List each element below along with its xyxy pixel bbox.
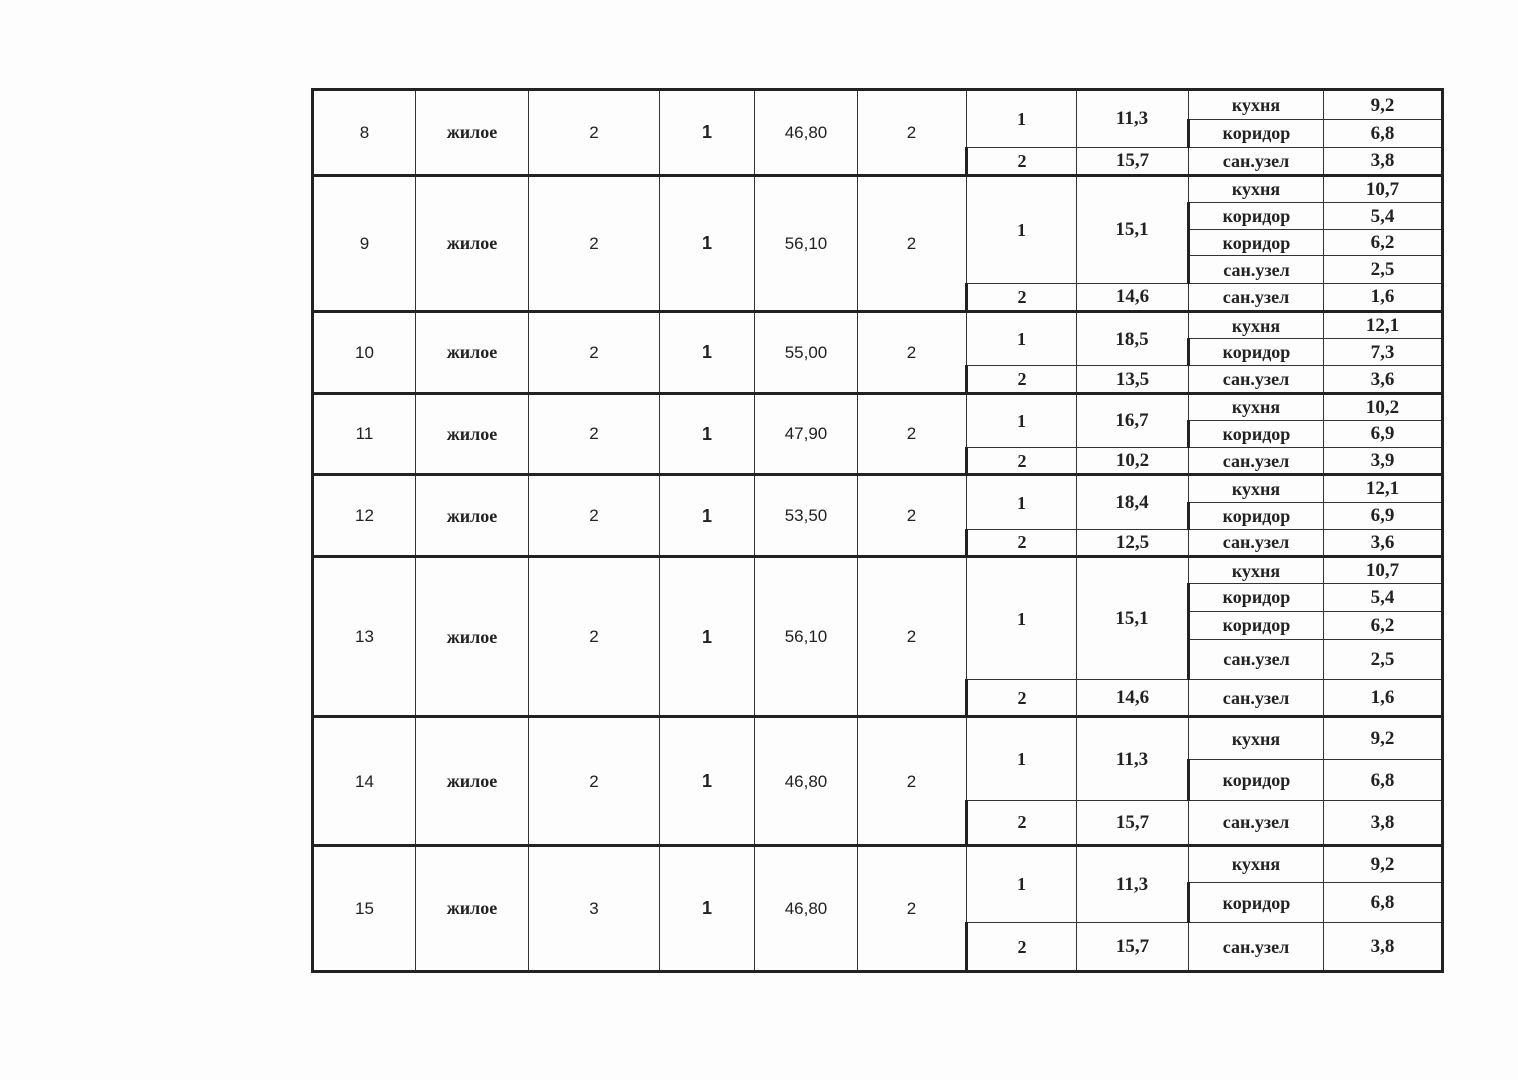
room-count-cell: 2 <box>858 311 967 393</box>
floor-cell: 2 <box>529 557 660 717</box>
room-number-cell: 2 <box>967 680 1077 717</box>
room-number-cell: 2 <box>967 283 1077 311</box>
aux-room-area-cell: 9,2 <box>1324 717 1443 759</box>
aux-room-name-cell: коридор <box>1189 420 1324 447</box>
total-area-cell: 46,80 <box>755 717 858 845</box>
entrance-cell: 1 <box>660 557 755 717</box>
floor-cell: 2 <box>529 393 660 475</box>
room-number-cell: 1 <box>967 393 1077 447</box>
room-count-cell: 2 <box>858 175 967 311</box>
room-number-cell: 2 <box>967 923 1077 972</box>
room-count-cell: 2 <box>858 475 967 557</box>
table-row <box>313 475 1443 502</box>
apartment-number-cell: 15 <box>313 845 416 971</box>
total-area-cell: 46,80 <box>755 845 858 971</box>
aux-room-name-cell: коридор <box>1189 502 1324 529</box>
room-number-cell: 1 <box>967 175 1077 283</box>
room-number-cell: 1 <box>967 845 1077 923</box>
aux-room-area-cell: 6,2 <box>1324 611 1443 639</box>
room-number-cell: 2 <box>967 529 1077 556</box>
apartment-number-cell: 12 <box>313 475 416 557</box>
aux-room-area-cell: 6,9 <box>1324 420 1443 447</box>
room-number-cell: 1 <box>967 311 1077 365</box>
premise-type-cell: жилое <box>416 175 529 311</box>
entrance-cell: 1 <box>660 311 755 393</box>
aux-room-name-cell: сан.узел <box>1189 256 1324 283</box>
aux-room-area-cell: 3,8 <box>1324 147 1443 175</box>
aux-room-name-cell: коридор <box>1189 882 1324 922</box>
floor-cell: 2 <box>529 475 660 557</box>
apartments-table-body <box>313 90 1443 972</box>
room-number-cell: 1 <box>967 557 1077 680</box>
aux-room-name-cell: кухня <box>1189 393 1324 420</box>
aux-room-name-cell: коридор <box>1189 584 1324 611</box>
room-area-cell: 15,7 <box>1077 147 1189 175</box>
aux-room-name-cell: сан.узел <box>1189 639 1324 679</box>
premise-type-cell: жилое <box>416 90 529 176</box>
premise-type-cell: жилое <box>416 845 529 971</box>
apartment-number-cell: 8 <box>313 90 416 176</box>
aux-room-name-cell: коридор <box>1189 339 1324 366</box>
aux-room-area-cell: 7,3 <box>1324 339 1443 366</box>
room-area-cell: 18,4 <box>1077 475 1189 529</box>
aux-room-name-cell: сан.узел <box>1189 147 1324 175</box>
table-row <box>313 845 1443 882</box>
room-area-cell: 13,5 <box>1077 366 1189 393</box>
entrance-cell: 1 <box>660 393 755 475</box>
room-area-cell: 12,5 <box>1077 529 1189 556</box>
premise-type-cell: жилое <box>416 311 529 393</box>
total-area-cell: 53,50 <box>755 475 858 557</box>
room-count-cell: 2 <box>858 393 967 475</box>
aux-room-name-cell: кухня <box>1189 845 1324 882</box>
aux-room-area-cell: 10,7 <box>1324 175 1443 202</box>
room-area-cell: 10,2 <box>1077 448 1189 475</box>
floor-cell: 2 <box>529 717 660 845</box>
room-number-cell: 1 <box>967 90 1077 148</box>
premise-type-cell: жилое <box>416 393 529 475</box>
room-number-cell: 2 <box>967 366 1077 393</box>
table-row <box>313 393 1443 420</box>
aux-room-name-cell: сан.узел <box>1189 680 1324 717</box>
room-area-cell: 16,7 <box>1077 393 1189 447</box>
total-area-cell: 56,10 <box>755 557 858 717</box>
room-number-cell: 1 <box>967 717 1077 801</box>
room-area-cell: 14,6 <box>1077 680 1189 717</box>
room-count-cell: 2 <box>858 557 967 717</box>
premise-type-cell: жилое <box>416 717 529 845</box>
aux-room-name-cell: кухня <box>1189 475 1324 502</box>
aux-room-name-cell: сан.узел <box>1189 448 1324 475</box>
room-area-cell: 14,6 <box>1077 283 1189 311</box>
aux-room-area-cell: 12,1 <box>1324 311 1443 338</box>
aux-room-area-cell: 3,9 <box>1324 448 1443 475</box>
aux-room-area-cell: 5,4 <box>1324 202 1443 229</box>
aux-room-area-cell: 1,6 <box>1324 680 1443 717</box>
room-area-cell: 11,3 <box>1077 90 1189 148</box>
aux-room-area-cell: 3,8 <box>1324 801 1443 845</box>
apartment-number-cell: 9 <box>313 175 416 311</box>
entrance-cell: 1 <box>660 90 755 176</box>
aux-room-name-cell: коридор <box>1189 759 1324 800</box>
aux-room-name-cell: сан.узел <box>1189 801 1324 845</box>
room-area-cell: 15,7 <box>1077 923 1189 972</box>
total-area-cell: 46,80 <box>755 90 858 176</box>
aux-room-area-cell: 3,6 <box>1324 529 1443 556</box>
room-count-cell: 2 <box>858 717 967 845</box>
floor-cell: 2 <box>529 311 660 393</box>
apartment-number-cell: 10 <box>313 311 416 393</box>
aux-room-area-cell: 5,4 <box>1324 584 1443 611</box>
aux-room-area-cell: 3,8 <box>1324 923 1443 972</box>
room-area-cell: 15,1 <box>1077 175 1189 283</box>
room-number-cell: 2 <box>967 448 1077 475</box>
aux-room-name-cell: кухня <box>1189 557 1324 584</box>
apartment-number-cell: 13 <box>313 557 416 717</box>
total-area-cell: 55,00 <box>755 311 858 393</box>
apartment-number-cell: 14 <box>313 717 416 845</box>
aux-room-area-cell: 1,6 <box>1324 283 1443 311</box>
room-area-cell: 11,3 <box>1077 717 1189 801</box>
floor-cell: 2 <box>529 90 660 176</box>
table-row <box>313 717 1443 759</box>
room-number-cell: 2 <box>967 801 1077 845</box>
aux-room-area-cell: 6,9 <box>1324 502 1443 529</box>
total-area-cell: 47,90 <box>755 393 858 475</box>
aux-room-name-cell: сан.узел <box>1189 366 1324 393</box>
aux-room-name-cell: сан.узел <box>1189 923 1324 972</box>
entrance-cell: 1 <box>660 175 755 311</box>
aux-room-name-cell: кухня <box>1189 717 1324 759</box>
apartment-number-cell: 11 <box>313 393 416 475</box>
aux-room-area-cell: 10,7 <box>1324 557 1443 584</box>
table-row <box>313 311 1443 338</box>
entrance-cell: 1 <box>660 717 755 845</box>
aux-room-area-cell: 2,5 <box>1324 256 1443 283</box>
table-row <box>313 557 1443 584</box>
aux-room-name-cell: кухня <box>1189 311 1324 338</box>
aux-room-area-cell: 6,2 <box>1324 230 1443 256</box>
premise-type-cell: жилое <box>416 557 529 717</box>
aux-room-area-cell: 2,5 <box>1324 639 1443 679</box>
aux-room-name-cell: сан.узел <box>1189 529 1324 556</box>
aux-room-area-cell: 3,6 <box>1324 366 1443 393</box>
floor-cell: 2 <box>529 175 660 311</box>
table-row <box>313 90 1443 120</box>
room-count-cell: 2 <box>858 845 967 971</box>
aux-room-name-cell: коридор <box>1189 230 1324 256</box>
table-row <box>313 175 1443 202</box>
aux-room-area-cell: 9,2 <box>1324 90 1443 120</box>
room-area-cell: 15,7 <box>1077 801 1189 845</box>
aux-room-area-cell: 10,2 <box>1324 393 1443 420</box>
aux-room-name-cell: сан.узел <box>1189 283 1324 311</box>
aux-room-area-cell: 12,1 <box>1324 475 1443 502</box>
aux-room-name-cell: коридор <box>1189 120 1324 147</box>
entrance-cell: 1 <box>660 475 755 557</box>
aux-room-name-cell: коридор <box>1189 611 1324 639</box>
room-number-cell: 2 <box>967 147 1077 175</box>
aux-room-area-cell: 6,8 <box>1324 882 1443 922</box>
room-area-cell: 15,1 <box>1077 557 1189 680</box>
aux-room-name-cell: кухня <box>1189 175 1324 202</box>
room-area-cell: 18,5 <box>1077 311 1189 365</box>
room-area-cell: 11,3 <box>1077 845 1189 923</box>
total-area-cell: 56,10 <box>755 175 858 311</box>
room-count-cell: 2 <box>858 90 967 176</box>
room-number-cell: 1 <box>967 475 1077 529</box>
premise-type-cell: жилое <box>416 475 529 557</box>
apartments-table <box>311 88 1444 973</box>
aux-room-area-cell: 9,2 <box>1324 845 1443 882</box>
aux-room-area-cell: 6,8 <box>1324 759 1443 800</box>
aux-room-name-cell: кухня <box>1189 90 1324 120</box>
floor-cell: 3 <box>529 845 660 971</box>
aux-room-area-cell: 6,8 <box>1324 120 1443 147</box>
aux-room-name-cell: коридор <box>1189 202 1324 229</box>
entrance-cell: 1 <box>660 845 755 971</box>
